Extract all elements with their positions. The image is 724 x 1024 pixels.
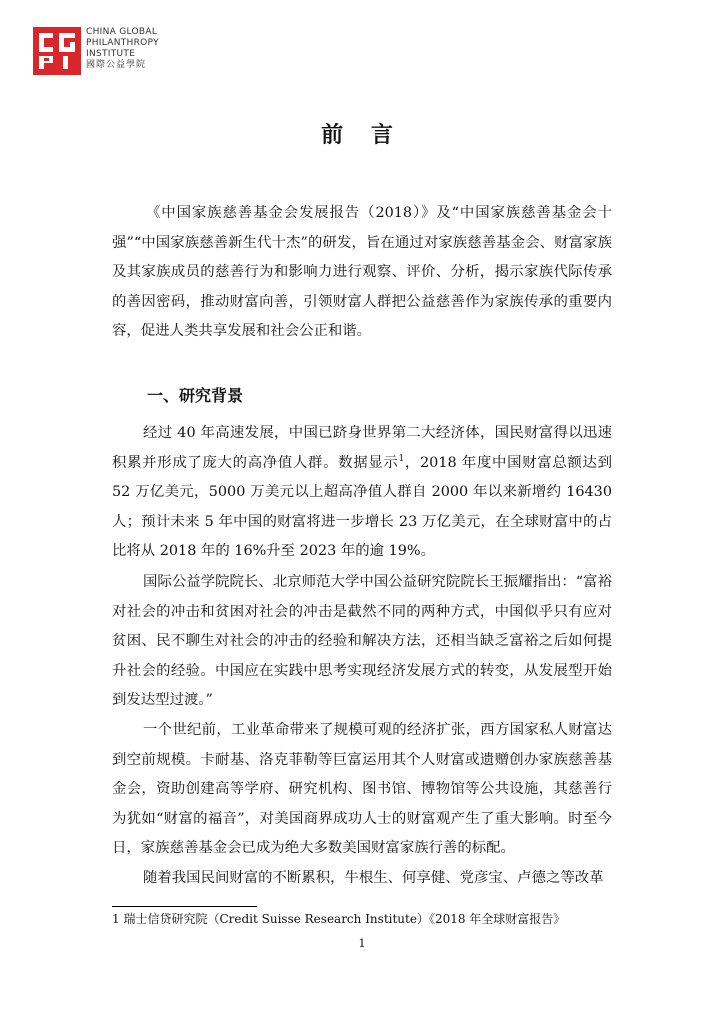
section-heading-research-background: 一、研究背景 bbox=[147, 386, 244, 405]
cgpi-logo-mark bbox=[33, 27, 81, 75]
logo-text bbox=[86, 27, 159, 71]
footnote-divider bbox=[112, 906, 257, 907]
paragraph-text: 经过 40 年高速发展，中国已跻身世界第二大经济体，国民财富得以迅速积累并形成了庞大的高净值人群。数据显示 bbox=[112, 425, 612, 471]
page-number: 1 bbox=[358, 937, 366, 950]
logo-line-1: CHINA GLOBAL bbox=[86, 27, 158, 37]
footnote: 1 瑞士信贷研究院（Credit Suisse Research Institute）《2018 年全球财富报告》 bbox=[112, 912, 566, 926]
cgpi-logo bbox=[33, 27, 213, 83]
background-paragraph-1 bbox=[112, 419, 612, 567]
paragraph-text: ，2018 年度中国财富总额达到 52 万亿美元，5000 万美元以上超高净值人群自 2000 年以来新增约 16430 人；预计未来 5 年中国的财富将进一步增长 23 万亿美元，在全球财富中的占比将从 2018 年的 16%升至 2023 年的逾 19%。 bbox=[112, 454, 612, 559]
footnote-ref[interactable]: 1 bbox=[398, 453, 405, 464]
intro-paragraph: 《中国家族慈善基金会发展报告（2018）》及“中国家族慈善基金会十强”“中国家族慈善新生代十杰”的研发，旨在通过对家族慈善基金会、财富家族及其家族成员的慈善行为和影响力进行观察、评价、分析，揭示家族代际传承的善因密码，推动财富向善，引领财富人群把公益慈善作为家族传承的重要内容，促进人类共享发展和社会公正和谐。 bbox=[112, 205, 612, 339]
background-paragraph-3: 一个世纪前，工业革命带来了规模可观的经济扩张，西方国家私人财富达到空前规模。卡耐基、洛克菲勒等巨富运用其个人财富或遗赠创办家族慈善基金会，资助创建高等学府、研究机构、图书馆、博物馆等公共设施，其慈善行为犹如“财富的福音”，对美国商界成功人士的财富观产生了重大影响。时至今日，家族慈善基金会已成为绝大多数美国财富家族行善的标配。 bbox=[112, 722, 612, 856]
logo-line-3: INSTITUTE bbox=[86, 49, 136, 59]
logo-line-2: PHILANTHROPY bbox=[86, 38, 159, 48]
page-title: 前 言 bbox=[321, 123, 403, 148]
background-paragraph-4: 随着我国民间财富的不断累积，牛根生、何享健、党彦宝、卢德之等改革 bbox=[143, 870, 604, 886]
logo-chinese-name: 國際公益學院 bbox=[86, 60, 147, 70]
background-paragraph-2: 国际公益学院院长、北京师范大学中国公益研究院院长王振耀指出：“富裕对社会的冲击和贫困对社会的冲击是截然不同的两种方式，中国似乎只有应对贫困、民不聊生对社会的冲击的经验和解决方法，还相当缺乏富裕之后如何提升社会的经验。中国应在实践中思考实现经济发展方式的转变，从发展型开始到发达型过渡。” bbox=[112, 574, 612, 708]
